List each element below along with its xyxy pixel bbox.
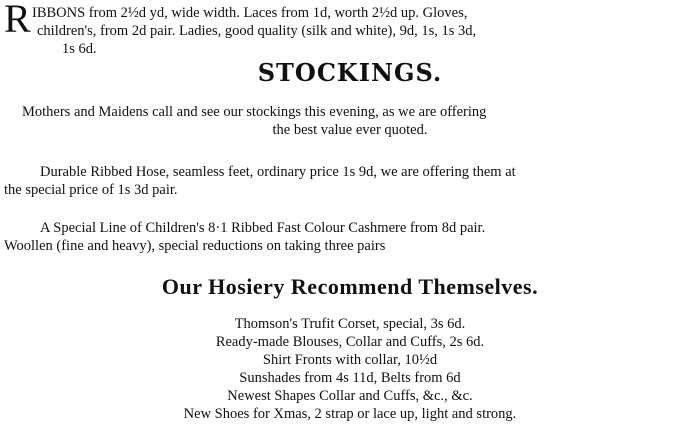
hose-line-1: Durable Ribbed Hose, seamless feet, ordinary price 1s 9d, we are offering them at: [40, 164, 516, 180]
ribbons-line-1: IBBONS from 2½d yd, wide width. Laces from 1d, worth 2½d up. Gloves,: [32, 5, 468, 21]
ribbons-line-2: children's, from 2d pair. Ladies, good quality (silk and white), 9d, 1s, 1s 3d,: [37, 23, 477, 39]
cashmere-line-2: Woollen (fine and heavy), special reductions on taking three pairs: [4, 238, 386, 254]
drop-cap: R: [4, 0, 31, 41]
hosiery-item: Shirt Fronts with collar, 10½d: [262, 352, 438, 368]
hosiery-item: Newest Shapes Collar and Cuffs, &c., &c.: [227, 388, 473, 404]
stockings-intro-line-1: Mothers and Maidens call and see our stockings this evening, as we are offering: [22, 104, 487, 120]
hosiery-item: New Shoes for Xmas, 2 strap or lace up, light and strong.: [183, 406, 517, 422]
ribbons-line-3: 1s 6d.: [62, 41, 97, 57]
stockings-heading: STOCKINGS.: [257, 58, 443, 87]
hose-line-2: the special price of 1s 3d pair.: [4, 182, 178, 198]
hosiery-heading: Our Hosiery Recommend Themselves.: [161, 274, 539, 299]
cashmere-line-1: A Special Line of Children's 8·1 Ribbed Fast Colour Cashmere from 8d pair.: [40, 220, 486, 236]
hosiery-item: Ready-made Blouses, Collar and Cuffs, 2s 6d.: [215, 334, 485, 350]
hosiery-item: Thomson's Trufit Corset, special, 3s 6d.: [234, 316, 466, 332]
hosiery-item: Sunshades from 4s 11d, Belts from 6d: [239, 370, 461, 386]
stockings-intro-line-2: the best value ever quoted.: [272, 122, 428, 138]
